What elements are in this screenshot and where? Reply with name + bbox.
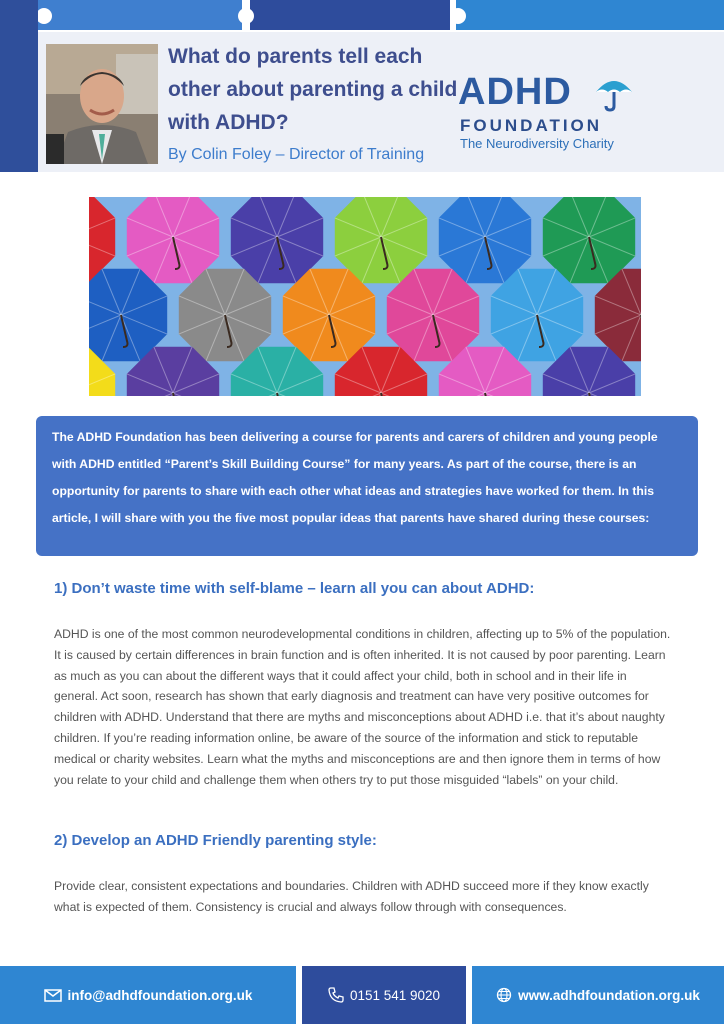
puzzle-knob xyxy=(238,8,254,24)
top-bar-segment xyxy=(250,0,450,30)
logo-tagline: The Neurodiversity Charity xyxy=(460,136,614,151)
footer-email[interactable] xyxy=(0,966,296,1024)
section-body: ADHD is one of the most common neurodevelopmental conditions in children, affecting up to 5% of the population. It is caused by certain differences in brain function and is often inherited. It is not caused by poor parenting. Learn as much as you can about the different ways that it could affect your child, both in school and in their life in general. Act soon, research has shown that early diagnosis and treatment can have very positive outcomes for children with ADHD. Understand that there are myths and misconceptions about ADHD i.e. that it’s about naughty children. If you’re reading information online, be aware of the source of the information and stick to reputable medical or charity websites. Learn what the myths and misconceptions are and then ignore them in terms of how you relate to your child and challenge them when others try to put those misguided “labels” on your child. xyxy=(54,627,671,787)
intro-box xyxy=(36,416,698,556)
top-bar-segment xyxy=(38,0,242,30)
website-link[interactable]: www.adhdfoundation.org.uk xyxy=(518,987,700,1003)
umbrella-icon xyxy=(594,72,634,112)
logo-subtitle: FOUNDATION xyxy=(460,116,603,135)
section-body: Provide clear, consistent expectations and boundaries. Children with ADHD succeed more if they know exactly what is expected of them. Consistency is crucial and always follow through with consequences. xyxy=(54,879,649,914)
section-heading: 2) Develop an ADHD Friendly parenting style: xyxy=(54,832,377,849)
umbrellas-photo xyxy=(89,197,641,396)
globe-icon xyxy=(496,987,512,1003)
left-stripe xyxy=(0,0,38,172)
puzzle-knob xyxy=(450,8,466,24)
author-byline: By Colin Foley – Director of Training xyxy=(168,146,425,163)
page-title: What do parents tell each other about parenting a child with ADHD? xyxy=(168,45,458,134)
intro-text: The ADHD Foundation has been delivering a course for parents and carers of children and young people with ADHD entitled “Parent’s Skill Building Course” for many years. As part of the course, there is an opportunity for parents to share with each other what ideas and strategies have worked for them. In this article, I will share with you the five most popular ideas that parents have shared during these courses: xyxy=(52,430,658,525)
footer-website[interactable] xyxy=(472,966,724,1024)
top-decorative-bar xyxy=(0,0,724,32)
phone-number[interactable]: 0151 541 9020 xyxy=(349,987,441,1003)
section-heading: 1) Don’t waste time with self-blame – learn all you can about ADHD: xyxy=(54,580,535,597)
phone-icon xyxy=(328,987,344,1003)
email-link[interactable]: info@adhdfoundation.org.uk xyxy=(67,987,253,1003)
logo-wordmark: ADHD xyxy=(458,71,572,113)
top-bar-segment xyxy=(456,0,724,30)
footer-bar xyxy=(0,966,724,1024)
footer-phone[interactable] xyxy=(302,966,466,1024)
adhd-foundation-logo xyxy=(458,72,648,158)
author-photo xyxy=(46,44,158,164)
puzzle-knob xyxy=(36,8,52,24)
envelope-icon xyxy=(44,989,62,1002)
